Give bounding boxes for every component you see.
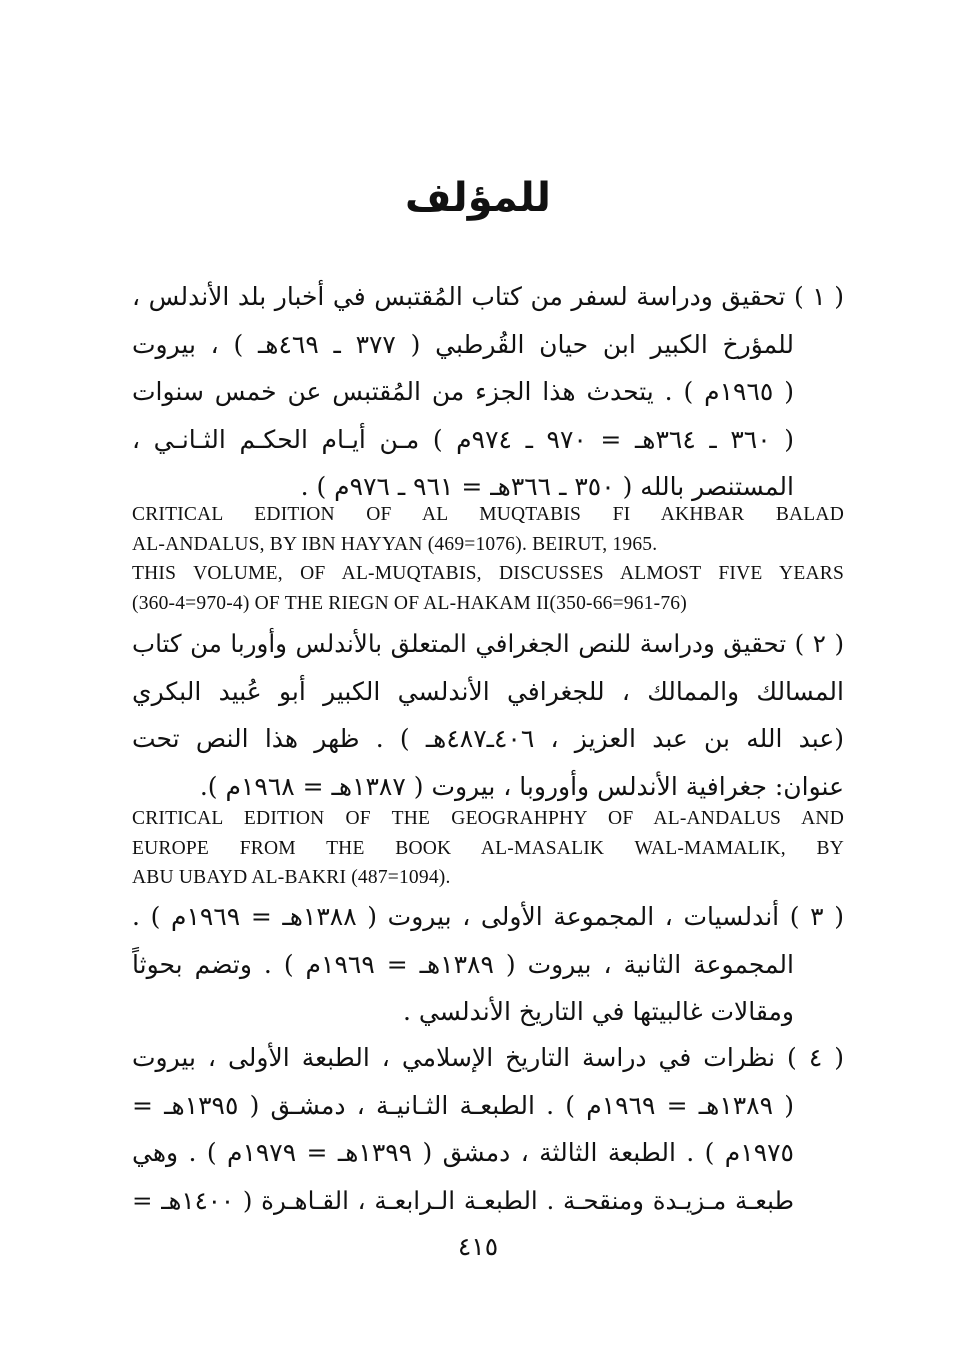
- page-number: ٤١٥: [457, 1232, 499, 1261]
- entry-1-line-4: ( ٣٦٠ ـ ٣٦٤هـ = ٩٧٠ ـ ٩٧٤م ) مـن أيـام الحكـم الثـانـي ،: [132, 424, 794, 454]
- entry-3-line-3: ومقالات غالبيتها في التاريخ الأندلسي .: [402, 997, 794, 1026]
- entry-2-en-line-3: ABU UBAYD AL-BAKRI (487=1094).: [132, 867, 451, 888]
- entry-1-line-2: للمؤرخ الكبير ابن حيان القُرطبي ( ٣٧٧ ـ ٤٦٩هـ ) ، بيروت: [132, 329, 794, 359]
- entry-4-line-2: ( ١٣٨٩هـ = ١٩٦٩م ) . الطبعـة الثـانيـة ، دمشـق ( ١٣٩٥هـ =: [132, 1090, 794, 1120]
- entry-3-line-1: ( ٣ ) أندلسيات ، المجموعة الأولى ، بيروت ( ١٣٨٨هـ = ١٩٦٩م ) .: [132, 902, 844, 931]
- entry-2-line-4: عنوان: جغرافية الأندلس وأوروبا ، بيروت ( ١٣٨٧هـ = ١٩٦٨م ).: [199, 771, 844, 801]
- entry-1-en-line-4: (360-4=970-4) OF THE RIEGN OF AL-HAKAM II(350-66=961-76): [132, 592, 687, 614]
- entry-1-line-3: ( ١٩٦٥م ) . يتحدث هذا الجزء من المُقتبس عن خمس سنوات: [132, 377, 794, 406]
- entry-1-en-line-3: THIS VOLUME, OF AL-MUQTABIS, DISCUSSES ALMOST FIVE YEARS: [132, 563, 844, 584]
- entry-2-en-line-1: CRITICAL EDITION OF THE GEOGRAHPHY OF AL-ANDALUS AND: [132, 808, 844, 829]
- entry-2-english: [132, 804, 844, 893]
- entry-1-line-5: المستنصر بالله ( ٣٥٠ ـ ٣٦٦هـ = ٩٦١ ـ ٩٧٦م ) .: [300, 472, 794, 501]
- entry-1-en-line-2: AL-ANDALUS, BY IBN HAYYAN (469=1076). BEIRUT, 1965.: [132, 533, 658, 555]
- entry-1-arabic: [132, 273, 844, 511]
- entry-2-en-line-2: EUROPE FROM THE BOOK AL-MASALIK WAL-MAMALIK, BY: [132, 837, 844, 859]
- entry-2-arabic: [132, 620, 844, 810]
- page-title: للمؤلف: [405, 175, 551, 221]
- entry-1-en-line-1: CRITICAL EDITION OF AL MUQTABIS FI AKHBAR BALAD: [132, 504, 844, 525]
- entry-1-line-1: ( ١ ) تحقيق ودراسة لسفر من كتاب المُقتبس في أخبار بلد الأندلس ،: [132, 282, 844, 311]
- entry-4-arabic: [132, 1034, 844, 1224]
- entry-2-line-1: ( ٢ ) تحقيق ودراسة للنص الجغرافي المتعلق بالأندلس وأوربا من كتاب: [132, 629, 844, 658]
- entry-1-english: [132, 500, 844, 618]
- entry-3-line-2: المجموعة الثانية ، بيروت ( ١٣٨٩هـ = ١٩٦٩م ) . وتضم بحوثاً: [132, 949, 794, 979]
- entry-4-line-3: ١٩٧٥م ) . الطبعة الثالثة ، دمشق ( ١٣٩٩هـ = ١٩٧٩م ) . وهي: [132, 1138, 794, 1167]
- entry-2-line-3: (عبد الله بن عبد العزيز ، ٤٠٦ـ٤٨٧هـ ) . ظهر هذا النص تحت: [132, 724, 844, 753]
- entry-3-arabic: [132, 893, 844, 1036]
- entry-2-line-2: المسالك والممالك ، للجغرافي الأندلسي الكبير أبو عُبيد البكري: [132, 676, 844, 706]
- entry-4-line-1: ( ٤ ) نظرات في دراسة التاريخ الإسلامي ، الطبعة الأولى ، بيروت: [132, 1043, 844, 1072]
- entry-4-line-4: طبعـة مـزيـدة ومنقحـة . الطبعـة الـرابعـة ، القـاهـرة ( ١٤٠٠هـ =: [132, 1185, 794, 1215]
